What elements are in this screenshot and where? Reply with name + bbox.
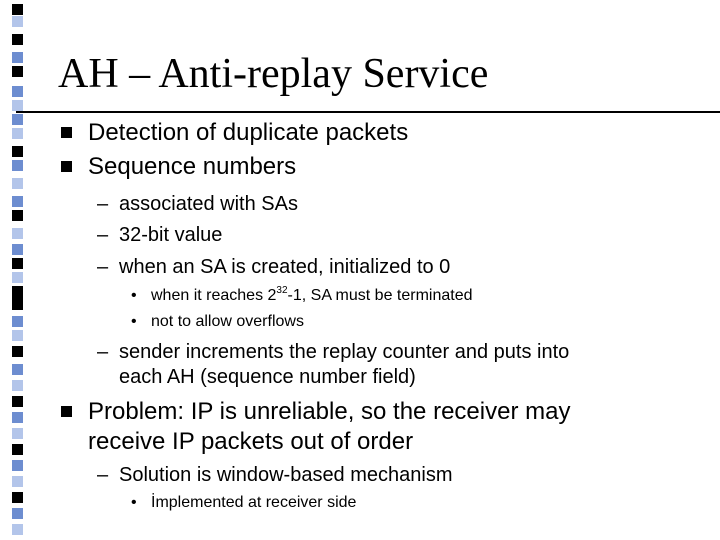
exponent: 32 xyxy=(276,285,288,296)
third-level-item xyxy=(131,312,304,332)
bullet-text: Problem: IP is unreliable, so the receiver may xyxy=(88,398,571,425)
decor-square xyxy=(12,178,23,189)
decor-square xyxy=(12,380,23,391)
decor-square xyxy=(12,258,23,269)
decor-square xyxy=(12,228,23,239)
decor-square xyxy=(12,492,23,503)
square-bullet-icon xyxy=(61,127,72,138)
decor-square xyxy=(12,160,23,171)
sub-bullet-item xyxy=(97,255,451,280)
decor-square xyxy=(12,210,23,221)
bullet-text: Sequence numbers xyxy=(88,153,297,180)
sub-bullet-text: 32-bit value xyxy=(119,224,223,246)
decor-square xyxy=(12,346,23,357)
title-underline xyxy=(16,111,720,113)
third-level-item xyxy=(131,493,357,513)
bullet-text: Detection of duplicate packets xyxy=(88,119,409,146)
bullet-continuation xyxy=(88,427,413,457)
square-bullet-icon xyxy=(61,406,72,417)
decor-square xyxy=(12,114,23,125)
third-level-text: not to allow overflows xyxy=(151,313,304,330)
decor-square xyxy=(12,272,23,283)
dash-bullet-icon: – xyxy=(97,341,109,363)
decor-square xyxy=(12,316,23,327)
dot-bullet-icon: • xyxy=(131,494,137,511)
sub-bullet-item xyxy=(97,463,453,488)
sub-bullet-item xyxy=(97,340,570,365)
decor-square xyxy=(12,364,23,375)
bullet-text: receive IP packets out of order xyxy=(88,428,414,455)
dot-bullet-icon: • xyxy=(131,287,137,304)
dash-bullet-icon: – xyxy=(97,464,109,486)
slide-title: AH – Anti-replay Service xyxy=(58,51,489,97)
dash-bullet-icon: – xyxy=(97,256,109,278)
square-bullet-icon xyxy=(61,161,72,172)
decor-square xyxy=(12,100,23,111)
dash-bullet-icon: – xyxy=(97,224,109,246)
dot-bullet-icon: • xyxy=(131,313,137,330)
decor-square xyxy=(12,86,23,97)
dash-bullet-icon: – xyxy=(97,193,109,215)
bullet-item xyxy=(88,118,408,148)
decor-square xyxy=(12,428,23,439)
decor-square xyxy=(12,524,23,535)
bullet-item xyxy=(88,152,296,182)
decor-square xyxy=(12,4,23,15)
decor-square xyxy=(12,244,23,255)
decor-square xyxy=(12,34,23,45)
decorative-square-column xyxy=(0,0,26,540)
decor-square xyxy=(12,412,23,423)
sub-bullet-continuation xyxy=(119,365,416,390)
decor-square xyxy=(12,476,23,487)
sub-bullet-text: Solution is window-based mechanism xyxy=(119,464,453,486)
sub-bullet-text: when an SA is created, initialized to 0 xyxy=(119,256,451,278)
sub-bullet-text: each AH (sequence number field) xyxy=(119,366,416,388)
decor-square xyxy=(12,16,23,27)
third-level-text: İmplemented at receiver side xyxy=(151,494,357,511)
decor-square xyxy=(12,66,23,77)
third-level-item xyxy=(131,285,473,306)
sub-bullet-item xyxy=(97,223,223,248)
decor-square xyxy=(12,396,23,407)
decor-square xyxy=(12,330,23,341)
decor-square xyxy=(12,128,23,139)
decor-square xyxy=(12,196,23,207)
decor-square xyxy=(12,460,23,471)
third-level-text: -1, SA must be terminated xyxy=(287,287,473,304)
decor-square xyxy=(12,286,23,310)
decor-square xyxy=(12,444,23,455)
decor-square xyxy=(12,52,23,63)
sub-bullet-text: associated with SAs xyxy=(119,193,298,215)
decor-square xyxy=(12,146,23,157)
bullet-item xyxy=(88,397,570,427)
sub-bullet-item xyxy=(97,192,298,217)
decor-square xyxy=(12,508,23,519)
sub-bullet-text: sender increments the replay counter and puts into xyxy=(119,341,570,363)
third-level-text: when it reaches 2 xyxy=(151,287,277,304)
